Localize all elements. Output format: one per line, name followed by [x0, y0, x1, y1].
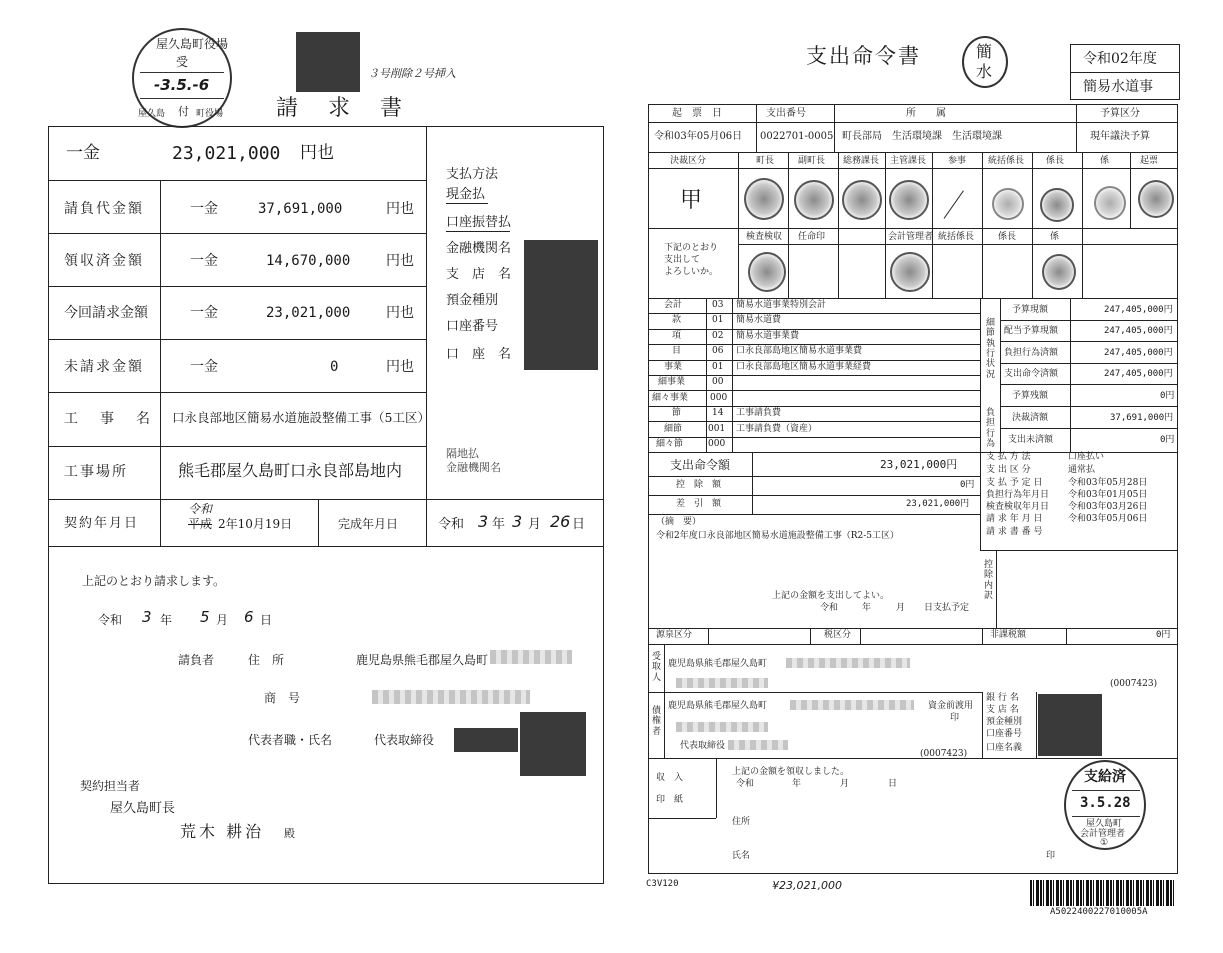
- pay-transfer: 口座振替払: [446, 215, 512, 230]
- contract-era-struck: 平成: [188, 517, 213, 531]
- exec-value: 247,405,000円: [1104, 305, 1173, 315]
- receipt-text: 上記の金額を領収しました。: [732, 767, 850, 777]
- total-suffix: 円也: [300, 143, 334, 163]
- row-suffix: 円也: [386, 305, 414, 321]
- summary-label: （摘 要）: [656, 517, 702, 527]
- budget-label: 細節: [664, 424, 683, 434]
- circle-char: 水: [976, 62, 993, 81]
- exec-value: 247,405,000円: [1104, 326, 1173, 336]
- approval-header: 参事: [948, 156, 967, 166]
- bank-field: 口 座 名: [446, 347, 512, 362]
- pay-info-label: 負担行為年月日: [986, 490, 1050, 500]
- paid-stamp-top: 支給済: [1084, 769, 1126, 785]
- budget-code: 000: [708, 439, 726, 449]
- deduct-label: 控除内訳: [984, 560, 994, 602]
- total-amount: 23,021,000: [172, 143, 281, 164]
- row-suffix: 円也: [386, 359, 414, 375]
- address-value: 鹿児島県熊毛郡屋久島町: [356, 653, 489, 667]
- pay-info-label: 支 払 予 定 日: [986, 478, 1043, 488]
- receipt-label-1: 収 入: [656, 773, 684, 783]
- approval2-header: 統括係長: [938, 232, 975, 242]
- receipt-address: 住所: [732, 817, 751, 827]
- bank-label: 支 店 名: [986, 705, 1019, 715]
- request-text: 上記のとおり請求します。: [82, 574, 226, 588]
- approval-seal: [794, 180, 834, 220]
- pay-info-label: 請 求 書 番 号: [986, 527, 1043, 537]
- complete-day: 26: [550, 512, 571, 531]
- koji-place-label: 工事場所: [64, 464, 128, 480]
- receipt-day: 日: [888, 779, 898, 789]
- circle-char: 簡: [976, 42, 993, 61]
- row-prefix: 一金: [190, 305, 218, 321]
- pay-info-value: 口座払い: [1068, 452, 1105, 462]
- header-cell: 所 属: [906, 108, 946, 119]
- approval-seal: [1138, 180, 1174, 218]
- paid-stamp-date: 3.5.28: [1080, 795, 1131, 811]
- trade-label: 商 号: [264, 691, 301, 705]
- pay-info-label: 請 求 年 月 日: [986, 514, 1043, 524]
- approval2-header: 検査検収: [746, 232, 783, 242]
- approval-header: 係: [1100, 156, 1110, 166]
- approve-pay-month: 月: [896, 603, 906, 613]
- receipt-seal: 印: [1046, 851, 1056, 861]
- row-suffix: 円也: [386, 253, 414, 269]
- stamp-date-text: -3.5.-6: [154, 76, 210, 94]
- request-month-unit: 月: [216, 613, 229, 627]
- receipt-label-2: 印 紙: [656, 795, 684, 805]
- amount-value: 23,021,000円: [880, 458, 958, 471]
- mayor-label: 屋久島町長: [110, 801, 176, 816]
- order-title: 支出命令書: [806, 44, 921, 68]
- exec-label: 決裁済額: [1012, 413, 1049, 423]
- bank-field: 口座番号: [446, 319, 499, 334]
- receipt-month: 月: [840, 779, 850, 789]
- approval-seal: [744, 178, 784, 220]
- handwritten-note: ３号削除２号挿入: [368, 67, 456, 80]
- budget-code: 01: [712, 362, 724, 372]
- approval2-header: 係長: [998, 232, 1017, 242]
- approval-header: 副町長: [798, 156, 826, 166]
- budget-label: 細々事業: [652, 393, 689, 403]
- approve-pay-year: 年: [862, 603, 872, 613]
- amount-label: 控 除 額: [676, 480, 722, 490]
- blurred-address: [490, 650, 572, 664]
- header-value: 令和03年05月06日: [654, 131, 743, 142]
- budget-code: 02: [712, 331, 724, 341]
- paid-stamp-org: 屋久島町: [1086, 819, 1123, 829]
- blurred-creditor: [790, 700, 914, 710]
- stamp-bottom-text: 付: [178, 105, 189, 118]
- approval-header: 決裁区分: [670, 156, 707, 166]
- contract-label: 契約年月日: [64, 516, 140, 531]
- blurred-trade: [372, 690, 530, 704]
- request-day-unit: 日: [260, 613, 273, 627]
- row-prefix: 一金: [190, 253, 218, 269]
- total-prefix: 一金: [66, 143, 100, 163]
- budget-label: 目: [672, 346, 682, 356]
- approval-seal: [748, 252, 786, 292]
- complete-label: 完成年月日: [338, 517, 399, 531]
- bank-field: 預金種別: [446, 293, 499, 308]
- deposit-seal: 印: [950, 713, 960, 723]
- paid-stamp-num: ①: [1100, 838, 1109, 848]
- koji-name-label: 工 事 名: [64, 411, 154, 427]
- approval-seal: [842, 180, 882, 220]
- row-amount: 23,021,000: [266, 305, 351, 321]
- bank-label: 口座番号: [986, 729, 1023, 739]
- amount-value: 23,021,000円: [906, 499, 970, 509]
- pay-info-value: 令和03年01月05日: [1068, 490, 1148, 500]
- rep-value: 代表取締役: [374, 733, 435, 747]
- budget-name: 簡易水道事業特別会計: [736, 300, 827, 310]
- stamp-top-text: 屋久島町役場: [156, 37, 229, 51]
- approval-seal: [1040, 188, 1074, 222]
- recipient-address: 鹿児島県熊毛郡屋久島町: [668, 659, 768, 669]
- receipt-era: 令和: [736, 779, 755, 789]
- approve-text: 下記のとおり: [664, 243, 719, 253]
- budget-name: 簡易水道費: [736, 315, 782, 325]
- bank-field: 金融機関名: [446, 241, 512, 256]
- header-cell: 予算区分: [1100, 108, 1140, 119]
- exec-label: 支出命令済額: [1004, 369, 1059, 379]
- hidden-bank: 金融機関名: [446, 461, 501, 474]
- contract-date: 2年10月19日: [218, 517, 293, 531]
- form-code: C3V120: [646, 879, 679, 889]
- exec-value: 247,405,000円: [1104, 348, 1173, 358]
- mayor-name: 荒木 耕治: [180, 822, 265, 841]
- redaction-top: [296, 32, 360, 92]
- approval-header: 町長: [756, 156, 775, 166]
- nontax-value: 0円: [1156, 630, 1171, 640]
- hidden-pay: 隔地払: [446, 447, 479, 460]
- redaction-rep-name: [454, 728, 518, 752]
- pay-info-value: 令和03年05月28日: [1068, 478, 1148, 488]
- budget-name: 工事請負費: [736, 408, 782, 418]
- pay-method-label: 支払方法: [446, 167, 499, 182]
- exec-label: 配当予算現額: [1004, 326, 1059, 336]
- request-year: 3: [142, 608, 152, 626]
- reception-stamp: [132, 28, 232, 128]
- barcode: [1030, 880, 1176, 906]
- bank-label: 預金種別: [986, 717, 1023, 727]
- approve-text: 支出して: [664, 255, 701, 265]
- budget-label: 会計: [664, 300, 683, 310]
- row-amount: 37,691,000: [258, 201, 343, 217]
- blurred-recipient-name: [676, 678, 768, 688]
- budget-name: 簡易水道事業費: [736, 331, 800, 341]
- nontax-label: 非課税額: [990, 630, 1027, 640]
- budget-label: 細事業: [658, 377, 686, 387]
- approval-header: 統括係長: [988, 156, 1025, 166]
- request-year-unit: 年: [160, 613, 173, 627]
- creditor-address: 鹿児島県熊毛郡屋久島町: [668, 701, 768, 711]
- complete-era: 令和: [438, 517, 465, 532]
- blurred-recipient: [786, 658, 910, 668]
- budget-code: 01: [712, 315, 724, 325]
- exec-value: 0円: [1160, 391, 1175, 401]
- approval2-header: 係: [1050, 232, 1060, 242]
- budget-code: 03: [712, 300, 724, 310]
- complete-year-unit: 年: [492, 517, 506, 532]
- complete-month-unit: 月: [528, 517, 542, 532]
- receipt-name: 氏名: [732, 851, 751, 861]
- koji-place: 熊毛郡屋久島町口永良部島地内: [178, 461, 403, 480]
- category: 簡易水道事: [1083, 79, 1153, 95]
- stamp-right-text: 町役場: [196, 109, 224, 119]
- approval-header: 総務課長: [843, 156, 880, 166]
- recipient-label: 受取人: [652, 652, 662, 683]
- header-cell: 起 票 日: [672, 108, 722, 119]
- approval-class: 甲: [680, 188, 703, 213]
- approval-seal: [1042, 254, 1076, 290]
- budget-code: 000: [710, 393, 728, 403]
- row-label: 未請求金額: [64, 359, 144, 375]
- header-cell: 支出番号: [766, 108, 806, 119]
- contract-era-written: 令和: [188, 502, 213, 516]
- header-value: 現年議決予算: [1090, 131, 1150, 142]
- budget-code: 001: [708, 424, 726, 434]
- approval-header: 主管課長: [890, 156, 927, 166]
- row-label: 領収済金額: [64, 253, 144, 269]
- exec-label: 予算残額: [1012, 391, 1049, 401]
- blurred-creditor-rep: [728, 740, 788, 750]
- pay-info-value: 通常払: [1068, 465, 1096, 475]
- contractor-label: 請負者: [178, 653, 215, 667]
- budget-label: 事業: [664, 362, 683, 372]
- row-prefix: 一金: [190, 359, 218, 375]
- amount-value: 0円: [960, 480, 975, 490]
- row-suffix: 円也: [386, 201, 414, 217]
- invoice-title: 請 求 書: [276, 96, 407, 121]
- approval-seal: [1094, 186, 1126, 220]
- budget-label: 項: [672, 331, 682, 341]
- pay-info-value: 令和03年05月06日: [1068, 514, 1148, 524]
- row-amount: 14,670,000: [266, 253, 351, 269]
- bank-label: 銀 行 名: [986, 693, 1019, 703]
- circle-stamp: [962, 36, 1008, 88]
- complete-day-unit: 日: [572, 517, 586, 532]
- barcode-text: A5022400227010005A: [1050, 907, 1148, 917]
- exec-value: 37,691,000円: [1110, 413, 1174, 423]
- exec-label: 予算現額: [1012, 305, 1049, 315]
- approval-seal: [890, 252, 930, 292]
- approve-text: よろしいか。: [664, 267, 719, 277]
- amount-label: 差 引 額: [676, 499, 722, 509]
- paid-stamp-sub: 会計管理者: [1080, 829, 1126, 839]
- creditor-label: 債権者: [652, 706, 662, 737]
- approve-pay-text: 上記の金額を支出してよい。: [772, 591, 890, 601]
- request-day: 6: [244, 608, 254, 626]
- exec-value: 247,405,000円: [1104, 369, 1173, 379]
- pay-info-label: 検査検収年月日: [986, 502, 1050, 512]
- approval-seal: [992, 188, 1024, 220]
- request-month: 5: [200, 608, 210, 626]
- budget-label: 款: [672, 315, 682, 325]
- blurred-creditor-name: [676, 722, 768, 732]
- budget-name: 口永良部島地区簡易水道事業費: [736, 346, 863, 356]
- pay-cash: 現金払: [446, 187, 486, 202]
- approval-seal: [889, 180, 929, 220]
- budget-name: 工事請負費（資産）: [736, 424, 818, 434]
- paid-stamp: [1064, 760, 1146, 850]
- deposit-label: 資金前渡用: [928, 701, 974, 711]
- address-label: 住 所: [248, 653, 285, 667]
- recipient-code: (0007423): [1110, 679, 1158, 689]
- pay-info-label: 支 払 方 法: [986, 452, 1031, 462]
- exec-label: 支出未済額: [1008, 435, 1054, 445]
- budget-code: 14: [712, 408, 724, 418]
- mayor-suffix: 殿: [284, 827, 295, 840]
- summary-text: 令和2年度口永良部地区簡易水道施設整備工事（R2-5工区）: [656, 531, 899, 541]
- handwritten-amount: ¥23,021,000: [772, 879, 842, 892]
- exec-value: 0円: [1160, 435, 1175, 445]
- receipt-year: 年: [792, 779, 802, 789]
- pay-info-value: 令和03年03月26日: [1068, 502, 1148, 512]
- exec-label: 負担行為済額: [1004, 348, 1059, 358]
- budget-label: 節: [672, 408, 682, 418]
- row-prefix: 一金: [190, 201, 218, 217]
- header-value: 0022701-0005: [760, 131, 834, 142]
- request-era: 令和: [98, 613, 123, 627]
- bank-field: 支 店 名: [446, 267, 512, 282]
- row-label: 請負代金額: [64, 201, 144, 217]
- approval2-header: 会計管理者: [888, 232, 934, 242]
- fiscal-year: 令和02年度: [1083, 51, 1157, 67]
- side-label-exec: 細節執行状況: [986, 318, 996, 380]
- tax-label: 税区分: [824, 630, 852, 640]
- budget-code: 00: [712, 377, 724, 387]
- header-value: 町長部局 生活環境課 生活環境課: [842, 131, 1002, 142]
- redaction-rep-seal: [520, 712, 586, 776]
- koji-name: 口永良部地区簡易水道施設整備工事（5工区）: [172, 410, 430, 425]
- redaction-creditor-bank: [1038, 694, 1102, 756]
- budget-name: 口永良部島地区簡易水道事業経費: [736, 362, 872, 372]
- creditor-code: (0007423): [920, 749, 968, 759]
- budget-code: 06: [712, 346, 724, 356]
- bank-label: 口座名義: [986, 743, 1023, 753]
- redaction-bank: [524, 240, 598, 370]
- row-label: 今回請求金額: [64, 305, 148, 321]
- approval-header: 起票: [1140, 156, 1159, 166]
- approval2-header: 任命印: [798, 232, 826, 242]
- creditor-title: 代表取締役: [680, 741, 726, 751]
- contact-label: 契約担当者: [80, 779, 141, 793]
- pay-info-label: 支 出 区 分: [986, 465, 1031, 475]
- approve-pay-era: 令和: [820, 603, 839, 613]
- stamp-left-text: 屋久島: [138, 109, 166, 119]
- rep-label: 代表者職・氏名: [248, 733, 333, 747]
- budget-label: 細々節: [656, 439, 684, 449]
- source-label: 源泉区分: [656, 630, 693, 640]
- complete-year: 3: [478, 512, 489, 531]
- stamp-receive-text: 受: [176, 55, 189, 69]
- row-amount: 0: [330, 359, 339, 375]
- amount-label: 支出命令額: [670, 458, 731, 472]
- fiscal-year-box: [1070, 44, 1180, 100]
- approve-pay-day: 日支払予定: [924, 603, 970, 613]
- side-label-burden: 負担行為: [986, 408, 996, 450]
- approval-header: 係長: [1046, 156, 1065, 166]
- complete-month: 3: [512, 512, 523, 531]
